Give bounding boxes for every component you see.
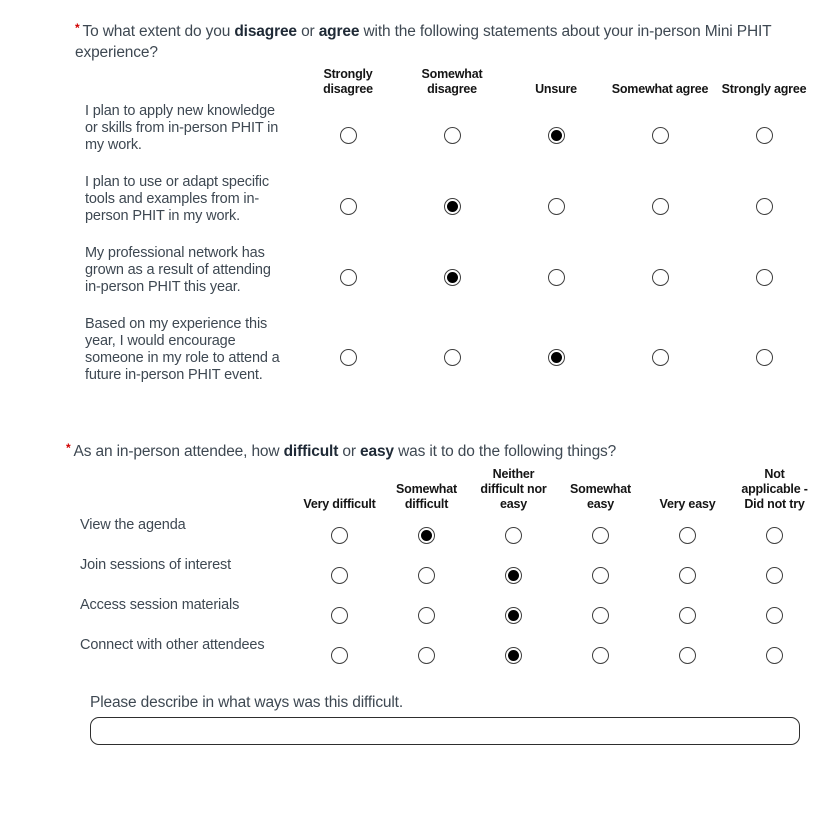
column-header-very-difficult: Very difficult xyxy=(303,497,376,511)
radio-cell xyxy=(712,245,816,310)
column-header-somewhat-agree: Somewhat agree xyxy=(611,82,709,96)
column-header-somewhat-easy: Somewhat easy xyxy=(570,482,631,511)
question-difficulty-section xyxy=(0,441,828,675)
question-text-emphasis: difficult xyxy=(283,443,339,460)
radio-cell xyxy=(644,515,731,555)
radio-button[interactable] xyxy=(548,198,565,215)
column-header-unsure: Unsure xyxy=(535,82,577,96)
radio-cell xyxy=(470,515,557,555)
required-asterisk: * xyxy=(66,441,71,455)
question-text-emphasis: disagree xyxy=(234,23,297,40)
radio-button[interactable] xyxy=(418,527,435,544)
question-agreement-section xyxy=(0,21,828,398)
radio-button[interactable] xyxy=(340,127,357,144)
radio-button[interactable] xyxy=(548,349,565,366)
radio-button[interactable] xyxy=(652,349,669,366)
radio-button[interactable] xyxy=(766,567,783,584)
radio-cell xyxy=(557,515,644,555)
column-header-somewhat-difficult: Somewhat difficult xyxy=(396,482,457,511)
radio-cell xyxy=(400,316,504,398)
radio-cell xyxy=(712,174,816,239)
followup-label: Please describe in what ways was this difficult. xyxy=(90,694,403,711)
radio-button[interactable] xyxy=(340,269,357,286)
radio-button[interactable] xyxy=(756,269,773,286)
matrix-header-spacer xyxy=(82,67,296,97)
radio-cell xyxy=(296,245,400,310)
radio-button[interactable] xyxy=(766,647,783,664)
column-header-strongly-disagree: Strongly disagree xyxy=(323,67,373,96)
radio-button[interactable] xyxy=(592,567,609,584)
radio-cell xyxy=(504,174,608,239)
column-header-strongly-agree: Strongly agree xyxy=(721,82,807,96)
radio-button[interactable] xyxy=(592,527,609,544)
radio-button[interactable] xyxy=(444,198,461,215)
radio-button[interactable] xyxy=(679,647,696,664)
radio-button[interactable] xyxy=(548,127,565,144)
radio-cell xyxy=(644,555,731,595)
difficulty-matrix xyxy=(80,467,828,675)
radio-button[interactable] xyxy=(505,567,522,584)
radio-cell xyxy=(296,316,400,398)
radio-button[interactable] xyxy=(756,198,773,215)
radio-cell xyxy=(400,174,504,239)
required-asterisk: * xyxy=(75,21,80,35)
radio-cell xyxy=(400,103,504,168)
radio-button[interactable] xyxy=(505,607,522,624)
radio-button[interactable] xyxy=(505,647,522,664)
radio-cell xyxy=(644,635,731,675)
radio-cell xyxy=(731,595,818,635)
radio-cell xyxy=(712,103,816,168)
radio-button[interactable] xyxy=(331,567,348,584)
radio-button[interactable] xyxy=(652,269,669,286)
radio-cell xyxy=(400,245,504,310)
radio-cell xyxy=(383,515,470,555)
row-label-apply-knowledge: I plan to apply new knowledge or skills from in-person PHIT in my work. xyxy=(85,103,279,153)
column-header-neither: Neither difficult nor easy xyxy=(480,467,547,511)
radio-cell xyxy=(296,103,400,168)
question-text-emphasis: agree xyxy=(318,23,360,40)
radio-cell xyxy=(731,515,818,555)
question-agreement-text xyxy=(75,21,825,63)
radio-cell xyxy=(557,555,644,595)
radio-cell xyxy=(608,103,712,168)
row-label-join-sessions: Join sessions of interest xyxy=(80,557,231,573)
row-label-access-materials: Access session materials xyxy=(80,597,240,613)
column-header-not-applicable: Not applicable - Did not try xyxy=(741,467,808,511)
radio-cell xyxy=(608,245,712,310)
radio-button[interactable] xyxy=(444,269,461,286)
radio-button[interactable] xyxy=(652,198,669,215)
question-text-part: was it to do the following things? xyxy=(393,443,617,460)
column-header-very-easy: Very easy xyxy=(659,497,716,511)
question-text-part: or xyxy=(296,23,319,40)
radio-button[interactable] xyxy=(766,527,783,544)
radio-cell xyxy=(504,316,608,398)
radio-button[interactable] xyxy=(505,527,522,544)
radio-button[interactable] xyxy=(418,647,435,664)
radio-button[interactable] xyxy=(418,607,435,624)
question-text-part: To what extent do you xyxy=(82,23,235,40)
row-label-network-grown: My professional network has grown as a result of attending in-person PHIT this year. xyxy=(85,245,271,295)
radio-cell xyxy=(644,595,731,635)
radio-cell xyxy=(296,515,383,555)
radio-button[interactable] xyxy=(331,527,348,544)
radio-cell xyxy=(383,555,470,595)
radio-button[interactable] xyxy=(766,607,783,624)
question-text-part: with the following statements about your in-person Mini PHIT experience? xyxy=(75,23,772,61)
radio-cell xyxy=(383,635,470,675)
radio-button[interactable] xyxy=(679,527,696,544)
radio-cell xyxy=(557,635,644,675)
radio-button[interactable] xyxy=(652,127,669,144)
radio-button[interactable] xyxy=(679,567,696,584)
radio-cell xyxy=(731,635,818,675)
radio-cell xyxy=(557,595,644,635)
radio-cell xyxy=(470,635,557,675)
column-header-somewhat-disagree: Somewhat disagree xyxy=(421,67,483,96)
row-label-connect-attendees: Connect with other attendees xyxy=(80,637,265,653)
radio-button[interactable] xyxy=(592,607,609,624)
radio-button[interactable] xyxy=(340,198,357,215)
radio-button[interactable] xyxy=(418,567,435,584)
radio-cell xyxy=(296,555,383,595)
radio-button[interactable] xyxy=(592,647,609,664)
difficulty-description-input[interactable] xyxy=(90,717,800,745)
radio-cell xyxy=(712,316,816,398)
radio-button[interactable] xyxy=(548,269,565,286)
matrix-header-spacer xyxy=(80,467,296,515)
radio-cell xyxy=(383,595,470,635)
radio-cell xyxy=(470,595,557,635)
radio-button[interactable] xyxy=(756,349,773,366)
radio-button[interactable] xyxy=(444,127,461,144)
radio-cell xyxy=(504,103,608,168)
row-label-use-tools: I plan to use or adapt specific tools and examples from in-person PHIT in my work. xyxy=(85,174,269,224)
row-label-encourage-attend: Based on my experience this year, I would encourage someone in my role to attend a future in-person PHIT event. xyxy=(85,316,280,383)
radio-cell xyxy=(296,595,383,635)
radio-cell xyxy=(608,174,712,239)
radio-button[interactable] xyxy=(679,607,696,624)
question-difficulty-text xyxy=(66,441,816,462)
followup-section xyxy=(90,693,828,745)
radio-cell xyxy=(731,555,818,595)
radio-button[interactable] xyxy=(340,349,357,366)
question-text-part: As an in-person attendee, how xyxy=(73,443,284,460)
radio-button[interactable] xyxy=(331,647,348,664)
radio-cell xyxy=(296,635,383,675)
radio-button[interactable] xyxy=(444,349,461,366)
question-text-emphasis: easy xyxy=(360,443,394,460)
agreement-matrix xyxy=(82,67,828,398)
radio-cell xyxy=(296,174,400,239)
radio-button[interactable] xyxy=(756,127,773,144)
question-text-part: or xyxy=(338,443,361,460)
row-label-view-agenda: View the agenda xyxy=(80,517,186,533)
radio-cell xyxy=(608,316,712,398)
radio-button[interactable] xyxy=(331,607,348,624)
radio-cell xyxy=(470,555,557,595)
radio-cell xyxy=(504,245,608,310)
